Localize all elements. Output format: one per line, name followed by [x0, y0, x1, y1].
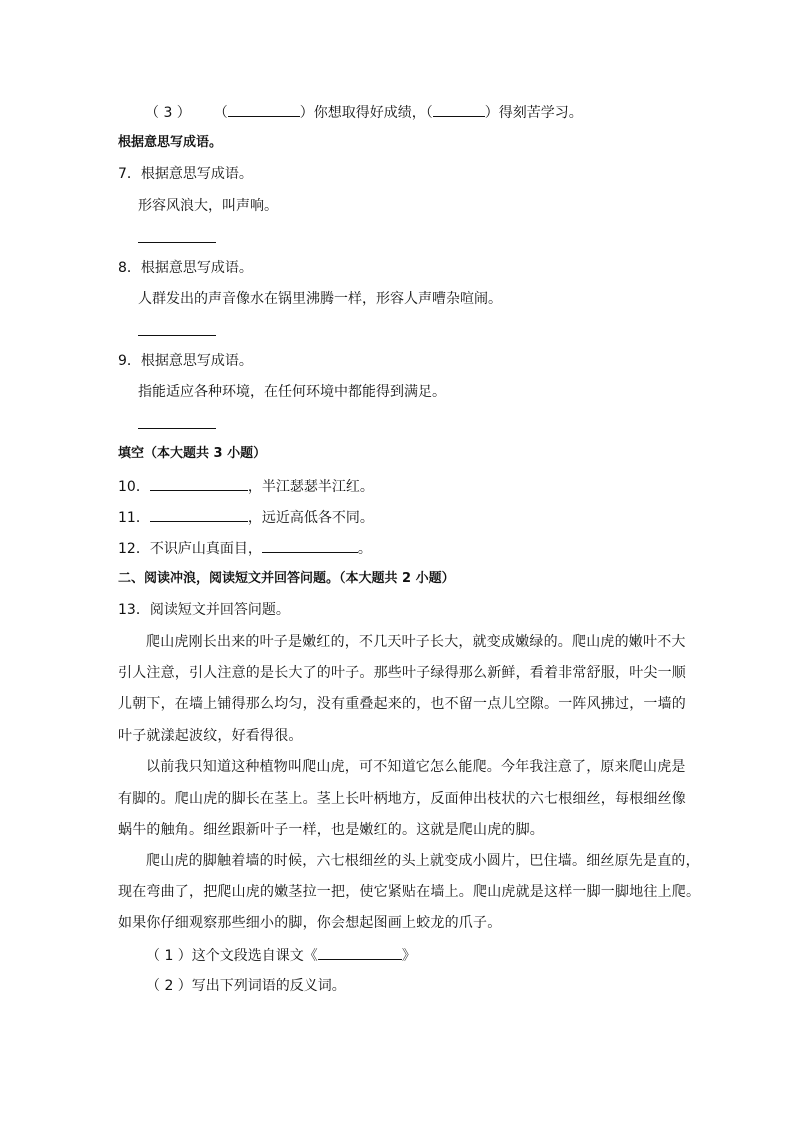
passage-line: 蜗牛的触角。细丝跟新叶子一样，也是嫩红的。这就是爬山虎的脚。 — [118, 822, 544, 838]
q6-sub3-line — [145, 102, 583, 123]
q8-meaning: 人群发出的声音像水在锅里沸腾一样，形容人声嘈杂喧闹。 — [138, 291, 502, 307]
q12-line — [118, 538, 372, 559]
q11-blank[interactable] — [150, 507, 248, 522]
q6-sub3-middle-text: ）你想取得好成绩，（ — [299, 105, 433, 121]
q7-meaning: 形容风浪大，叫声响。 — [138, 198, 278, 214]
passage-line: 以前我只知道这种植物叫爬山虎，可不知道它怎么能爬。今年我注意了，原来爬山虎是 — [146, 759, 686, 775]
q11-line — [118, 507, 374, 528]
q6-sub3-number: （ 3 ） — [145, 105, 191, 121]
q8-answer-blank[interactable] — [138, 335, 216, 336]
q10-blank[interactable] — [150, 476, 248, 491]
passage-line: 有脚的。爬山虎的脚长在茎上。茎上长叶柄地方，反面伸出枝状的六七根细丝，每根细丝像 — [118, 791, 686, 807]
section-heading-idiom: 根据意思写成语。 — [118, 135, 223, 150]
q9-title: 9．根据意思写成语。 — [118, 353, 253, 369]
passage-line: 爬山虎的脚触着墙的时候，六七根细丝的头上就变成小圆片，巴住墙。细丝原先是直的， — [146, 853, 700, 869]
q10-line — [118, 476, 374, 497]
q13-sub1-end: 》 — [401, 948, 416, 964]
q7-answer-blank[interactable] — [138, 242, 216, 243]
q10-number: 10． — [118, 479, 150, 495]
q12-end: 。 — [357, 541, 372, 557]
q9-answer-blank[interactable] — [138, 428, 216, 429]
q13-sub1-text: （ 1 ）这个文段选自课文《 — [146, 948, 318, 964]
q13-sub2: （ 2 ）写出下列词语的反义词。 — [146, 978, 346, 994]
q6-sub3-blank-2[interactable] — [433, 102, 485, 117]
section-heading-fill: 填空（本大题共 3 小题） — [118, 446, 267, 461]
passage-line: 儿朝下，在墙上铺得那么均匀，没有重叠起来的，也不留一点儿空隙。一阵风拂过，一墙的 — [118, 696, 686, 712]
passage-line: 爬山虎刚长出来的叶子是嫩红的，不几天叶子长大，就变成嫩绿的。爬山虎的嫩叶不大 — [146, 634, 686, 650]
passage-line: 如果你仔细观察那些细小的脚，你会想起图画上蛟龙的爪子。 — [118, 915, 502, 931]
q6-sub3-open-paren: （ — [213, 105, 228, 121]
q6-sub3-blank-1[interactable] — [228, 102, 300, 117]
passage-line: 现在弯曲了，把爬山虎的嫩茎拉一把，使它紧贴在墙上。爬山虎就是这样一脚一脚地往上爬。 — [118, 884, 701, 900]
passage-line: 叶子就漾起波纹，好看得很。 — [118, 728, 303, 744]
q6-sub3-end-text: ）得刻苦学习。 — [484, 105, 583, 121]
passage-line: 引人注意，引人注意的是长大了的叶子。那些叶子绿得那么新鲜，看着非常舒服，叶尖一顺 — [118, 665, 686, 681]
q13-sub1-blank[interactable] — [318, 945, 402, 960]
q10-text: ，半江瑟瑟半江红。 — [247, 479, 374, 495]
q9-meaning: 指能适应各种环境，在任何环境中都能得到满足。 — [138, 384, 446, 400]
q13-title: 13．阅读短文并回答问题。 — [118, 602, 290, 618]
q11-text: ，远近高低各不同。 — [247, 510, 374, 526]
q12-text: 12．不识庐山真面目， — [118, 541, 262, 557]
q7-title: 7．根据意思写成语。 — [118, 166, 253, 182]
q11-number: 11． — [118, 510, 150, 526]
q13-sub1-line — [146, 945, 416, 966]
q8-title: 8．根据意思写成语。 — [118, 260, 253, 276]
q12-blank[interactable] — [262, 538, 358, 553]
section-heading-reading: 二、阅读冲浪，阅读短文并回答问题。（本大题共 2 小题） — [118, 571, 455, 586]
